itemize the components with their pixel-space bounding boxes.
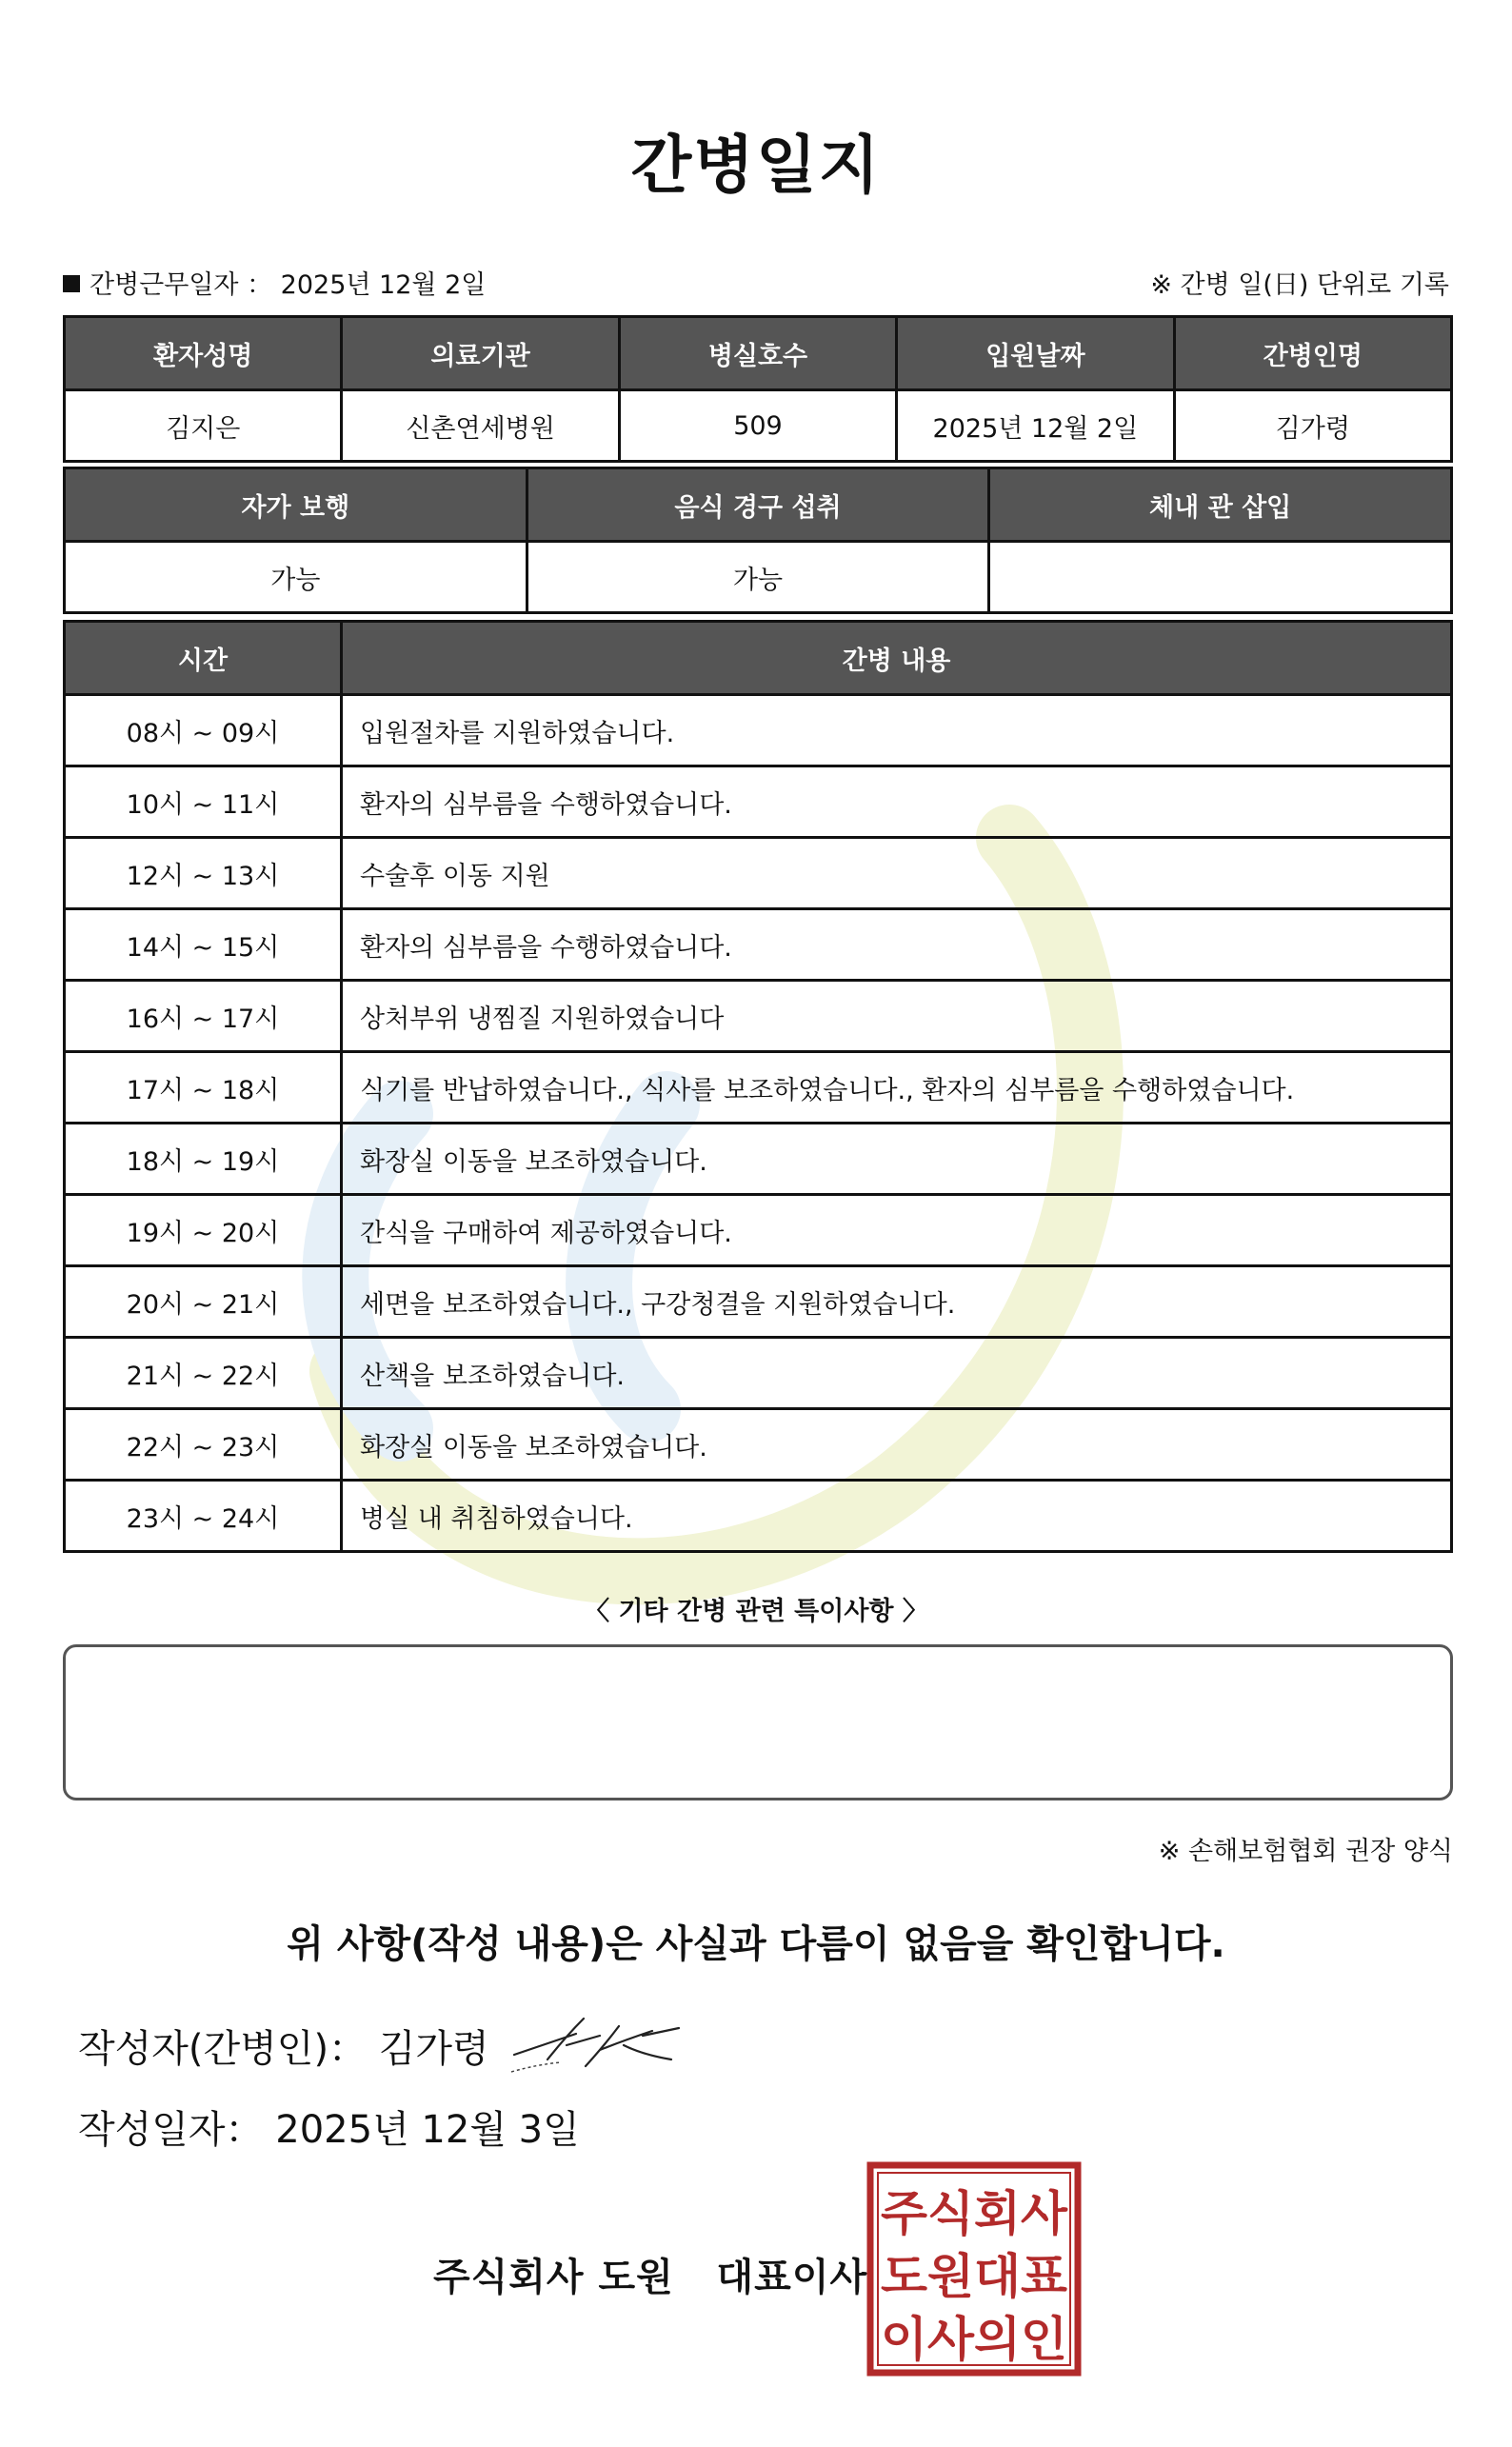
header-care-content: 간병 내용 <box>342 622 1452 695</box>
writer-name: 김가령 <box>378 2027 489 2071</box>
table-row <box>65 838 1452 909</box>
header-caregiver-name: 간병인명 <box>1174 317 1451 390</box>
work-date-value: 2025년 12월 2일 <box>280 270 487 300</box>
care-log-table <box>63 620 1453 1553</box>
hospital: 신촌연세병원 <box>342 390 619 462</box>
table-row <box>65 1052 1452 1124</box>
company-name: 주식회사 도원 대표이사 <box>433 2256 868 2299</box>
table-row <box>65 766 1452 838</box>
row-time: 18시 ~ 19시 <box>65 1124 342 1195</box>
table-row <box>65 1124 1452 1195</box>
written-date-line <box>78 2099 580 2154</box>
header-room-number: 병실호수 <box>619 317 896 390</box>
row-time: 10시 ~ 11시 <box>65 766 342 838</box>
header-self-walking: 자가 보행 <box>65 468 527 542</box>
table-row <box>65 1338 1452 1409</box>
row-content: 수술후 이동 지원 <box>342 838 1452 909</box>
table-row <box>65 909 1452 981</box>
square-bullet-icon <box>63 275 80 292</box>
row-content: 환자의 심부름을 수행하였습니다. <box>342 766 1452 838</box>
room-number: 509 <box>619 390 896 462</box>
work-date-label: 간병근무일자 ： <box>90 270 273 300</box>
written-date-label: 작성일자： <box>78 2108 264 2152</box>
row-content: 환자의 심부름을 수행하였습니다. <box>342 909 1452 981</box>
header-hospital: 의료기관 <box>342 317 619 390</box>
row-content: 화장실 이동을 보조하였습니다. <box>342 1409 1452 1481</box>
row-time: 21시 ~ 22시 <box>65 1338 342 1409</box>
confirmation-statement: 위 사항(작성 내용)은 사실과 다름이 없음을 확인합니다. <box>287 1922 1225 1966</box>
patient-name: 김지은 <box>65 390 342 462</box>
svg-text:주식회사: 주식회사 <box>881 2186 1068 2241</box>
svg-text:도원대표: 도원대표 <box>881 2249 1068 2304</box>
row-content: 세면을 보조하였습니다., 구강청결을 지원하였습니다. <box>342 1266 1452 1338</box>
tube-insertion <box>989 542 1452 613</box>
table-row <box>65 1409 1452 1481</box>
row-time: 16시 ~ 17시 <box>65 981 342 1052</box>
self-walking: 가능 <box>65 542 527 613</box>
header-patient-name: 환자성명 <box>65 317 342 390</box>
table-row <box>65 981 1452 1052</box>
admission-date: 2025년 12월 2일 <box>897 390 1174 462</box>
work-date <box>63 264 486 301</box>
patient-status-table <box>63 467 1453 614</box>
header-oral-intake: 음식 경구 섭취 <box>527 468 989 542</box>
remarks-box <box>63 1644 1453 1800</box>
patient-info-table <box>63 315 1453 463</box>
row-content: 병실 내 취침하였습니다. <box>342 1481 1452 1552</box>
writer-line <box>78 2019 489 2073</box>
row-time: 12시 ~ 13시 <box>65 838 342 909</box>
table-row <box>65 695 1452 766</box>
row-content: 상처부위 냉찜질 지원하였습니다 <box>342 981 1452 1052</box>
oral-intake: 가능 <box>527 542 989 613</box>
row-content: 입원절차를 지원하였습니다. <box>342 695 1452 766</box>
writer-label: 작성자(간병인)： <box>78 2027 368 2071</box>
page-title: 간병일지 <box>630 129 882 202</box>
row-time: 19시 ~ 20시 <box>65 1195 342 1266</box>
header-tube-insertion: 체내 관 삽입 <box>989 468 1452 542</box>
row-time: 17시 ~ 18시 <box>65 1052 342 1124</box>
row-content: 화장실 이동을 보조하였습니다. <box>342 1124 1452 1195</box>
unit-note: ※ 간병 일(日) 단위로 기록 <box>1150 270 1449 300</box>
row-time: 23시 ~ 24시 <box>65 1481 342 1552</box>
written-date-value: 2025년 12월 3일 <box>275 2108 580 2152</box>
header-time: 시간 <box>65 622 342 695</box>
row-content: 식기를 반납하였습니다., 식사를 보조하였습니다., 환자의 심부름을 수행하였습니다. <box>342 1052 1452 1124</box>
row-time: 08시 ~ 09시 <box>65 695 342 766</box>
svg-text:이사의인: 이사의인 <box>881 2312 1067 2367</box>
caregiver-name: 김가령 <box>1174 390 1451 462</box>
table-row <box>65 1266 1452 1338</box>
table-row <box>65 1195 1452 1266</box>
row-content: 간식을 구매하여 제공하였습니다. <box>342 1195 1452 1266</box>
row-time: 22시 ~ 23시 <box>65 1409 342 1481</box>
table-row <box>65 1481 1452 1552</box>
signature <box>509 2007 690 2083</box>
header-admission-date: 입원날짜 <box>897 317 1174 390</box>
form-footnote: ※ 손해보험협회 권장 양식 <box>1158 1837 1453 1866</box>
remarks-title: 〈 기타 간병 관련 특이사항 〉 <box>584 1597 928 1626</box>
row-time: 20시 ~ 21시 <box>65 1266 342 1338</box>
company-seal <box>866 2161 1082 2377</box>
row-content: 산책을 보조하였습니다. <box>342 1338 1452 1409</box>
row-time: 14시 ~ 15시 <box>65 909 342 981</box>
